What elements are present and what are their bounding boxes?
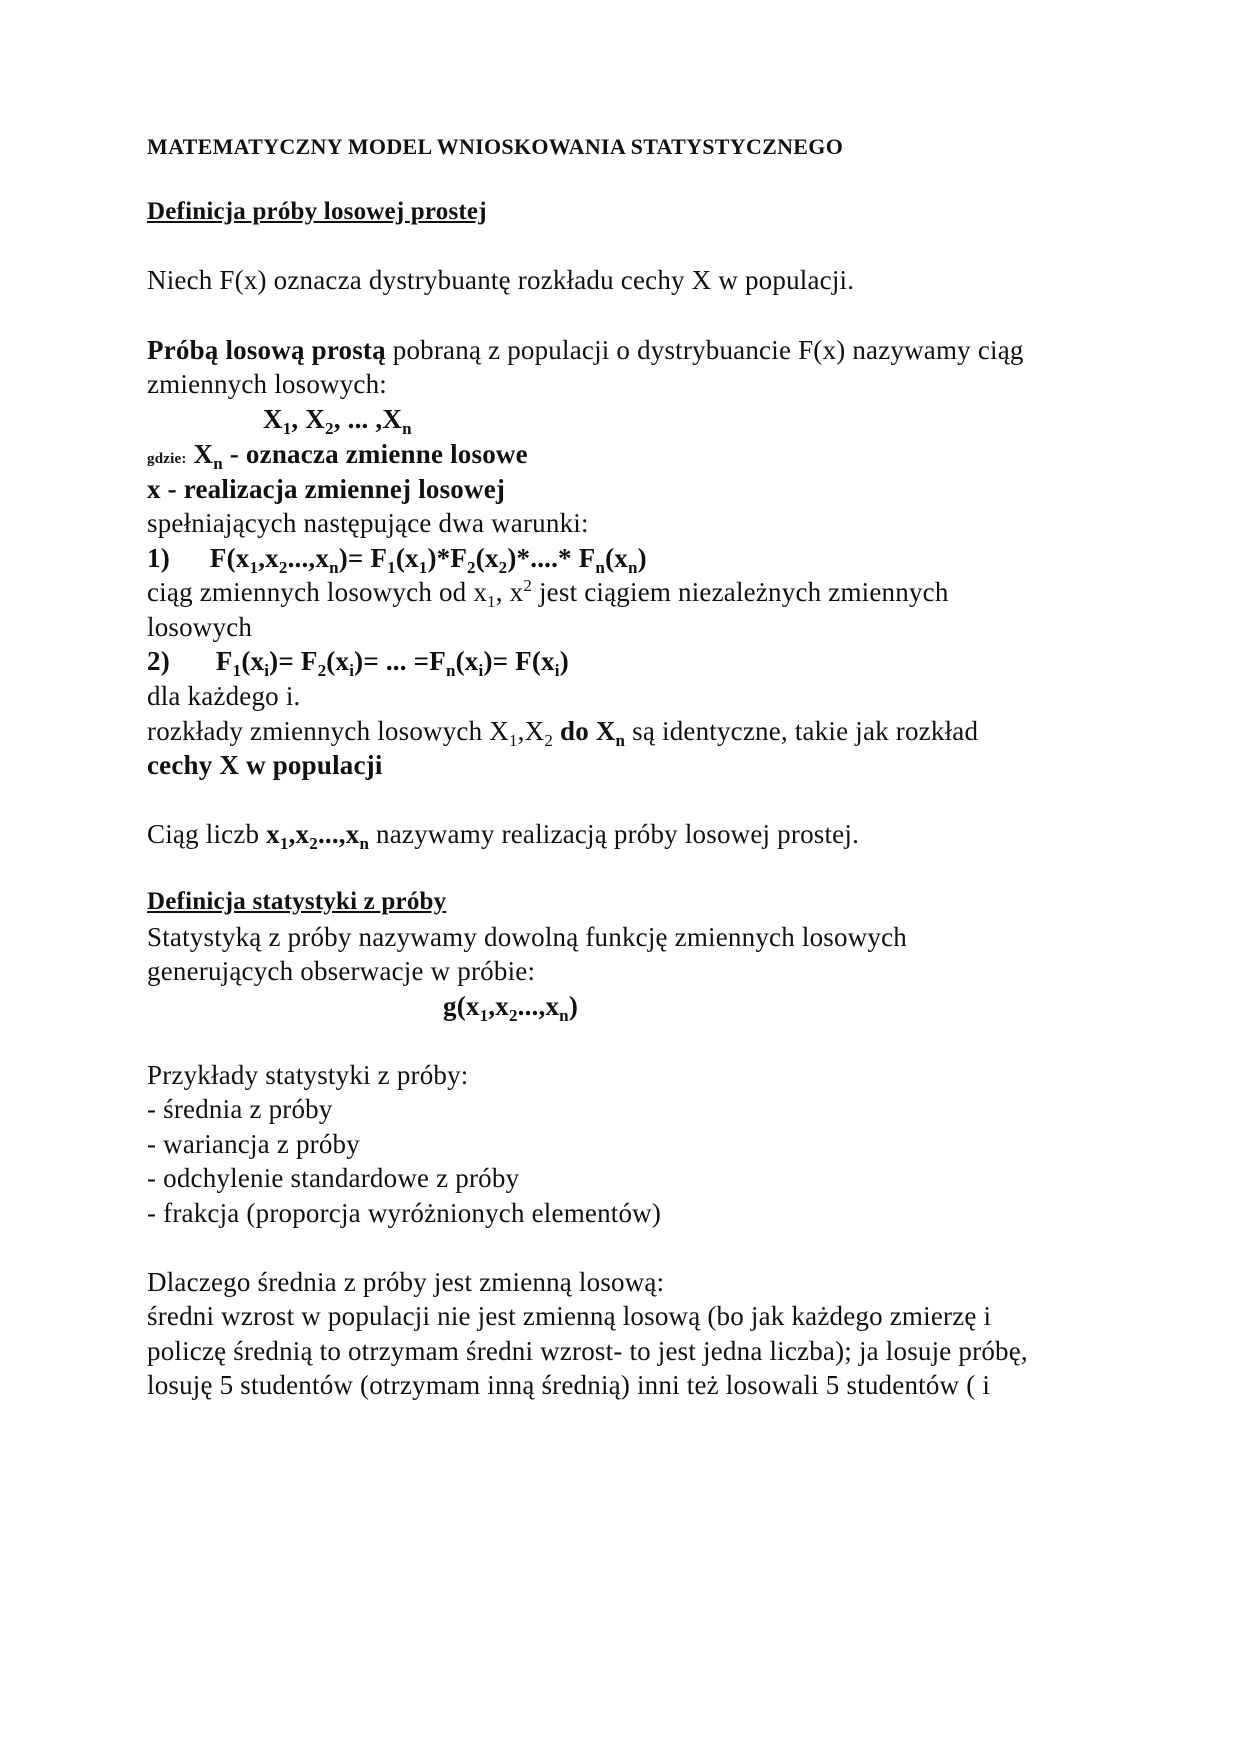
realization-sequence-line: Ciąg liczb $x_1,x_2...,x_n$ nazywamy realizacją próby losowej prostej. [147, 819, 860, 853]
example-item: - odchylenie standardowe z próby [147, 1163, 520, 1193]
identical-distributions-line-2: cechy X w populacji [147, 750, 383, 780]
why-line: średni wzrost w populacji nie jest zmienną losową (bo jak każdego zmierzę i [147, 1301, 992, 1331]
where-line: gdzie: $X_n$ - oznacza zmienne losowe [147, 439, 528, 473]
condition-1-explanation-line-2: losowych [147, 612, 253, 642]
why-line: policzę średnią to otrzymam średni wzrost- to jest jedna liczba); ja losuje próbę, [147, 1336, 1028, 1366]
section-heading-sample: Definicja próby losowej prostej [147, 198, 487, 225]
condition-2-formula: 2) $F_1(x_i)= F_2(x_i)=$ ... $=F_n(x_i)= F(x_i)$ [147, 646, 569, 680]
conditions-intro: spełniających następujące dwa warunki: [147, 508, 589, 538]
statistic-function: $g(x_1,x_2...,x_n)$ [443, 991, 579, 1025]
condition-1-formula: 1) $F(x_1,x_2...,x_n)= F_1(x_1)*F_2(x_2)*....*$ $F_n(x_n)$ [147, 543, 647, 577]
definition-line-2: zmiennych losowych: [147, 369, 387, 399]
why-line: losuję 5 studentów (otrzymam inną średnią) inni też losowali 5 studentów ( i [147, 1370, 991, 1400]
intro-paragraph: Niech F(x) oznacza dystrybuantę rozkładu cechy X w populacji. [147, 265, 855, 295]
where-label: gdzie: [147, 451, 187, 467]
condition-2-explanation: dla każdego i. [147, 681, 301, 711]
section-heading-statistic: Definicja statystyki z próby [147, 888, 447, 915]
statistic-definition-line-2: generujących obserwacje w próbie: [147, 956, 536, 986]
document-page [147, 0, 1127, 1754]
example-item: - frakcja (proporcja wyróżnionych elementów) [147, 1198, 662, 1228]
realization-line: x - realizacja zmiennej losowej [147, 474, 506, 504]
example-item: - wariancja z próby [147, 1129, 360, 1159]
definition-text: pobraną z populacji o dystrybuancie F(x) nazywamy ciąg [385, 335, 1024, 365]
example-item: - średnia z próby [147, 1094, 333, 1124]
identical-distributions-line: rozkłady zmiennych losowych $X_1,X_2$ do $X_n$ są identyczne, takie jak rozkład [147, 716, 979, 750]
definition-term: Próbą losową prostą [147, 335, 386, 365]
statistic-definition-line-1: Statystyką z próby nazywamy dowolną funkcję zmiennych losowych [147, 922, 907, 952]
definition-line-1 [147, 334, 1024, 366]
condition-1-explanation: ciąg zmiennych losowych od $x_1$, $x^2$ jest ciągiem niezależnych zmiennych [147, 576, 949, 611]
document-title: MATEMATYCZNY MODEL WNIOSKOWANIA STATYSTYCZNEGO [147, 134, 844, 159]
examples-title: Przykłady statystyki z próby: [147, 1060, 469, 1090]
sample-sequence: $X_1$, $X_2$, ... $,X_n$ [263, 404, 412, 438]
why-title: Dlaczego średnia z próby jest zmienną losową: [147, 1267, 665, 1297]
